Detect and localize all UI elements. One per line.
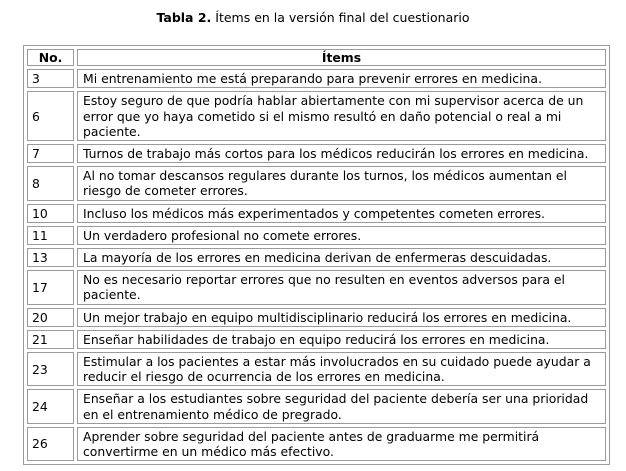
row-number: 7: [27, 144, 74, 163]
row-number: 17: [27, 270, 74, 304]
row-number: 20: [27, 308, 74, 327]
header-item: Ítems: [77, 49, 606, 66]
row-item-text: Enseñar a los estudiantes sobre seguridad del paciente debería ser una prioridad en el entrenamiento médico de pregrado.: [77, 389, 606, 423]
row-number: 3: [27, 69, 74, 88]
caption-label: Tabla 2.: [156, 10, 212, 25]
row-item-text: Estimular a los pacientes a estar más involucrados en su cuidado puede ayudar a reducir el riesgo de ocurrencia de los errores en medicina.: [77, 352, 606, 386]
table-row: [27, 144, 606, 163]
table-row: [27, 226, 606, 245]
table-caption: [0, 9, 626, 27]
row-number: 24: [27, 389, 74, 423]
row-number: 6: [27, 91, 74, 141]
table-row: [27, 427, 606, 461]
caption-text: Ítems en la versión final del cuestionario: [215, 10, 470, 25]
row-number: 23: [27, 352, 74, 386]
row-item-text: No es necesario reportar errores que no resulten en eventos adversos para el paciente.: [77, 270, 606, 304]
row-number: 10: [27, 204, 74, 223]
table-row: [27, 248, 606, 267]
table-row: [27, 166, 606, 200]
table-row: [27, 204, 606, 223]
row-item-text: Un mejor trabajo en equipo multidisciplinario reducirá los errores en medicina.: [77, 308, 606, 327]
table-row: [27, 330, 606, 349]
items-table: [23, 45, 610, 465]
table-row: [27, 91, 606, 141]
row-number: 11: [27, 226, 74, 245]
row-item-text: Un verdadero profesional no comete errores.: [77, 226, 606, 245]
row-item-text: Al no tomar descansos regulares durante los turnos, los médicos aumentan el riesgo de cometer errores.: [77, 166, 606, 200]
row-item-text: Estoy seguro de que podría hablar abiertamente con mi supervisor acerca de un error que yo haya cometido si el mismo resultó en daño potencial o real a mi paciente.: [77, 91, 606, 141]
row-item-text: Enseñar habilidades de trabajo en equipo reducirá los errores en medicina.: [77, 330, 606, 349]
row-item-text: Mi entrenamiento me está preparando para prevenir errores en medicina.: [77, 69, 606, 88]
row-number: 26: [27, 427, 74, 461]
row-number: 8: [27, 166, 74, 200]
row-number: 13: [27, 248, 74, 267]
row-number: 21: [27, 330, 74, 349]
table-row: [27, 308, 606, 327]
row-item-text: La mayoría de los errores en medicina derivan de enfermeras descuidadas.: [77, 248, 606, 267]
row-item-text: Aprender sobre seguridad del paciente antes de graduarme me permitirá convertirme en un médico más efectivo.: [77, 427, 606, 461]
row-item-text: Turnos de trabajo más cortos para los médicos reducirán los errores en medicina.: [77, 144, 606, 163]
header-row: [27, 49, 606, 66]
table-row: [27, 352, 606, 386]
header-number: No.: [27, 49, 74, 66]
table-row: [27, 270, 606, 304]
table-row: [27, 389, 606, 423]
row-item-text: Incluso los médicos más experimentados y competentes cometen errores.: [77, 204, 606, 223]
table-row: [27, 69, 606, 88]
